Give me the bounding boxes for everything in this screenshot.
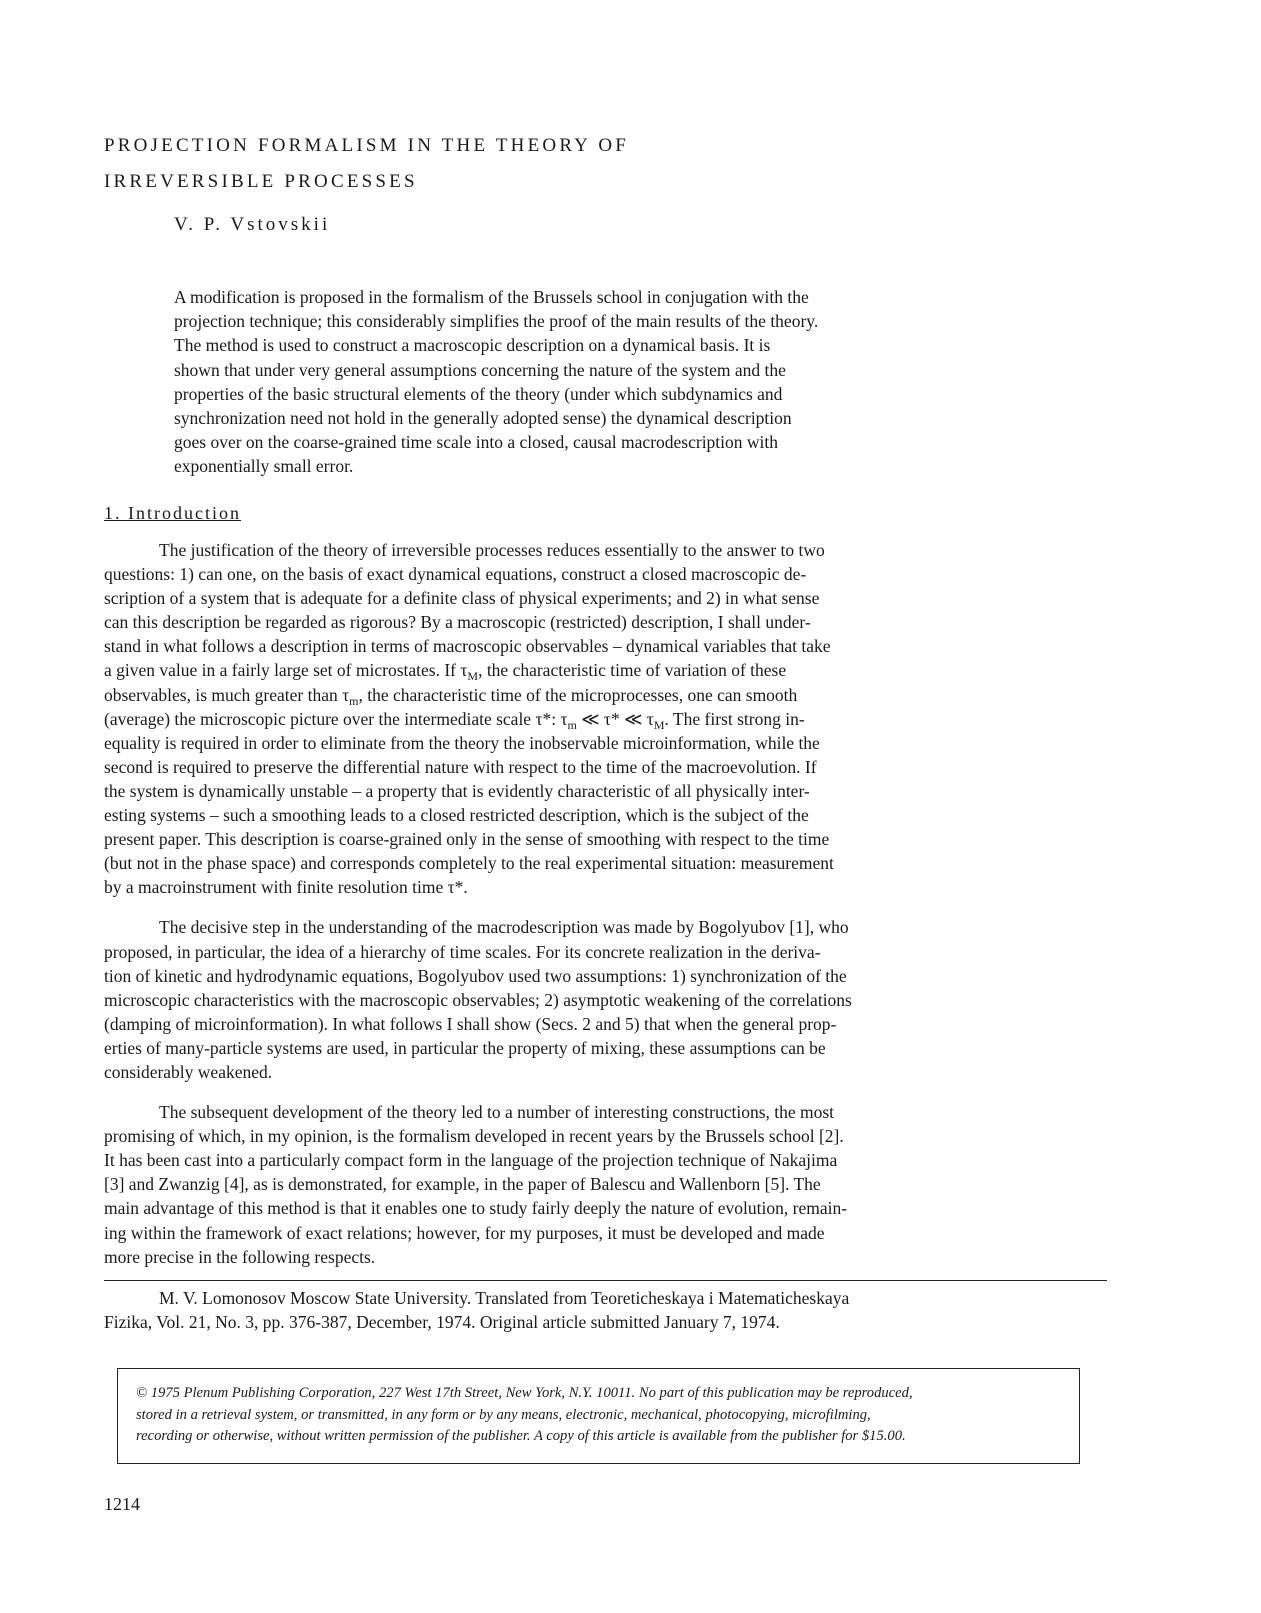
footnote-line: Fizika, Vol. 21, No. 3, pp. 376-387, December, 1974. Original article submitted January 7, 1974. — [104, 1312, 780, 1333]
text-line: proposed, in particular, the idea of a hierarchy of time scales. For its concrete realization in the deriva- — [104, 941, 821, 962]
subscript: m — [349, 693, 359, 708]
page-number: 1214 — [104, 1494, 140, 1514]
text-line: erties of many-particle systems are used, in particular the property of mixing, these assumptions can be — [104, 1037, 826, 1058]
subscript: M — [467, 669, 479, 684]
text-line: questions: 1) can one, on the basis of exact dynamical equations, construct a closed macroscopic de- — [104, 564, 807, 585]
text-line: (damping of microinformation). In what follows I shall show (Secs. 2 and 5) that when the general prop- — [104, 1013, 837, 1034]
body-text — [104, 538, 1114, 1285]
abstract-line: A modification is proposed in the formalism of the Brussels school in conjugation with the — [174, 287, 809, 307]
footnote-line: M. V. Lomonosov Moscow State University. Translated from Teoreticheskaya i Matematicheskaya — [159, 1288, 850, 1308]
footnote — [104, 1286, 849, 1334]
text-line: can this description be regarded as rigorous? By a macroscopic (restricted) description, I shall under- — [104, 612, 811, 633]
author-name: V. P. Vstovskii — [174, 214, 331, 235]
copyright-line: stored in a retrieval system, or transmitted, in any form or by any means, electronic, mechanical, photocopying, microfilming, — [136, 1406, 871, 1423]
abstract-line: properties of the basic structural elements of the theory (under which subdynamics and — [174, 383, 783, 404]
text-line: scription of a system that is adequate for a definite class of physical experiments; and 2) in what sense — [104, 588, 820, 609]
text-line: promising of which, in my opinion, is the formalism developed in recent years by the Brussels school [2]. — [104, 1126, 844, 1147]
paper-title — [104, 128, 629, 200]
text-line: (but not in the phase space) and corresponds completely to the real experimental situation: measurement — [104, 853, 834, 874]
abstract-line: shown that under very general assumptions concerning the nature of the system and the — [174, 359, 786, 380]
copyright-line: © 1975 Plenum Publishing Corporation, 227 West 17th Street, New York, N.Y. 10011. No part of this publication may be reproduced, — [136, 1385, 913, 1401]
section-heading-introduction: 1. Introduction — [104, 503, 241, 523]
text-fragment: , the characteristic time of variation of these — [478, 660, 787, 681]
text-line: The justification of the theory of irreversible processes reduces essentially to the answer to two — [159, 540, 825, 560]
text-line — [104, 658, 1114, 682]
abstract-line: The method is used to construct a macroscopic description on a dynamical basis. It is — [174, 335, 771, 356]
text-line: It has been cast into a particularly compact form in the language of the projection technique of Nakajima — [104, 1150, 838, 1171]
text-fragment: . The first strong in- — [664, 708, 805, 729]
text-line: by a macroinstrument with finite resolution time τ*. — [104, 877, 468, 898]
text-line: more precise in the following respects. — [104, 1246, 376, 1267]
text-fragment: a given value in a fairly large set of microstates. If τ — [104, 660, 468, 681]
abstract-line: exponentially small error. — [174, 456, 354, 477]
abstract — [174, 285, 1044, 479]
copyright-notice — [117, 1368, 1080, 1464]
text-fragment: (average) the microscopic picture over the intermediate scale τ*: τ — [104, 708, 568, 729]
text-line — [104, 707, 1114, 731]
subscript: m — [567, 717, 577, 732]
copyright-line: recording or otherwise, without written permission of the publisher. A copy of this article is available from the publisher for $15.00. — [136, 1428, 906, 1444]
text-line: the system is dynamically unstable – a property that is evidently characteristic of all physically inter- — [104, 780, 810, 801]
text-line: stand in what follows a description in terms of macroscopic observables – dynamical variables that take — [104, 636, 831, 657]
text-fragment: , the characteristic time of the microprocesses, one can smooth — [358, 684, 798, 705]
abstract-line: goes over on the coarse-grained time scale into a closed, causal macrodescription with — [174, 432, 779, 453]
paragraph-1 — [104, 538, 1114, 899]
text-line: present paper. This description is coarse-grained only in the sense of smoothing with respect to the time — [104, 829, 830, 850]
text-line: [3] and Zwanzig [4], as is demonstrated, for example, in the paper of Balescu and Wallenborn [5]. The — [104, 1174, 821, 1195]
text-line: equality is required in order to eliminate from the theory the inobservable microinformation, while the — [104, 732, 820, 753]
text-line: tion of kinetic and hydrodynamic equations, Bogolyubov used two assumptions: 1) synchronization of the — [104, 965, 847, 986]
text-line: esting systems – such a smoothing leads to a closed restricted description, which is the subject of the — [104, 805, 809, 826]
text-fragment: ≪ τ* ≪ τ — [576, 708, 654, 729]
text-line: ing within the framework of exact relations; however, for my purposes, it must be developed and made — [104, 1222, 825, 1243]
abstract-line: projection technique; this considerably simplifies the proof of the main results of the theory. — [174, 311, 819, 332]
title-line-2: IRREVERSIBLE PROCESSES — [104, 171, 418, 192]
text-line: microscopic characteristics with the macroscopic observables; 2) asymptotic weakening of the correlations — [104, 989, 852, 1010]
text-line: second is required to preserve the differential nature with respect to the time of the macroevolution. If — [104, 756, 817, 777]
text-line — [104, 683, 1114, 707]
title-line-1: PROJECTION FORMALISM IN THE THEORY OF — [104, 135, 630, 156]
paragraph-3 — [104, 1100, 1114, 1269]
text-line: The decisive step in the understanding of the macrodescription was made by Bogolyubov [1], who — [159, 917, 849, 938]
text-fragment: observables, is much greater than τ — [104, 684, 350, 705]
text-line: main advantage of this method is that it enables one to study fairly deeply the nature of evolution, remain- — [104, 1198, 848, 1219]
footnote-divider — [104, 1280, 1107, 1281]
abstract-line: synchronization need not hold in the generally adopted sense) the dynamical description — [174, 408, 792, 429]
subscript: M — [653, 717, 665, 732]
text-line: The subsequent development of the theory led to a number of interesting constructions, the most — [159, 1102, 835, 1123]
text-line: considerably weakened. — [104, 1061, 273, 1082]
paragraph-2 — [104, 915, 1114, 1084]
